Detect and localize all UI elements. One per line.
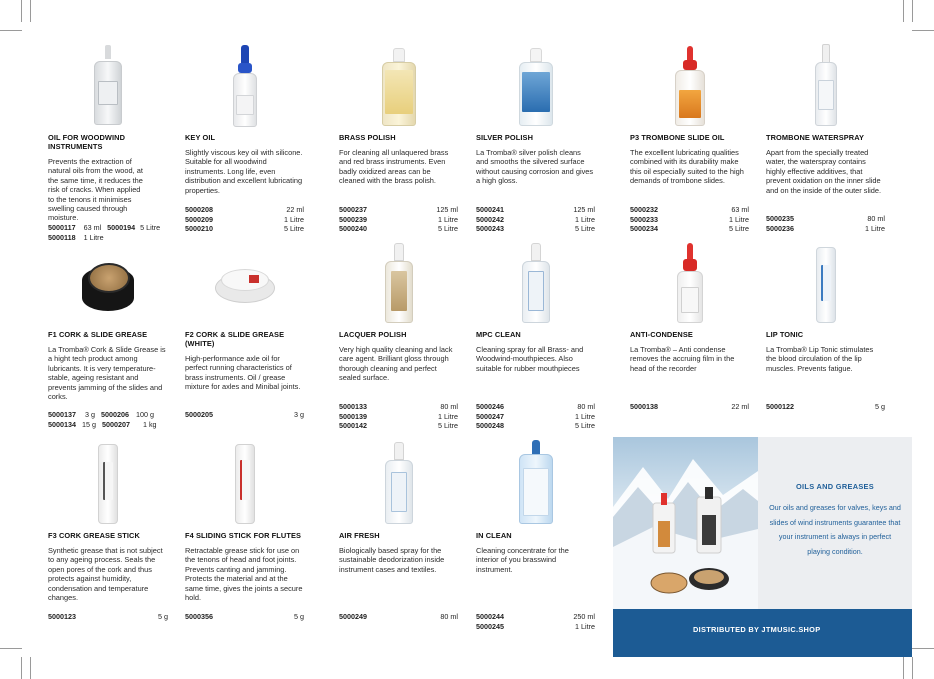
product-quantity: 5 g: [294, 612, 304, 621]
product-quantity: 22 ml: [731, 402, 749, 411]
product-quantity: 5 Litre: [438, 421, 458, 430]
product-description: Biologically based spray for the sustainable deodorization inside instrument cases and textiles.: [339, 546, 445, 574]
product-quantity: 250 ml: [573, 612, 595, 621]
product-quantity: 5 Litre: [438, 224, 458, 233]
product-f3-cork-grease-stick: [48, 398, 168, 638]
promo-text-panel: [758, 437, 912, 609]
product-name: BRASS POLISH: [339, 133, 396, 142]
cork-grease-stick-image: [96, 442, 120, 524]
product-name: MPC CLEAN: [476, 330, 521, 339]
product-name: ANTI-CONDENSE: [630, 330, 693, 339]
product-code: 5000239: [339, 214, 367, 224]
woodwind-oil-bottle-image: [88, 45, 128, 125]
product-description: Cleaning spray for all Brass- and Woodwind-mouthpieces. Also suitable for rubber mouthpieces: [476, 345, 584, 373]
product-name: F1 CORK & SLIDE GREASE: [48, 330, 148, 339]
product-description: High-performance axle oil for perfect running characteristics of brass instruments. Oil / grease mixture for axles and Minibal joints.: [185, 354, 301, 392]
product-code: 5000235: [766, 214, 794, 223]
product-quantity: 5 Litre: [729, 224, 749, 233]
product-lip-tonic: [766, 197, 885, 437]
product-name: IN CLEAN: [476, 531, 512, 540]
crop-mark: [912, 30, 934, 31]
crop-mark: [912, 657, 913, 679]
cork-grease-tin-image: [78, 259, 138, 315]
product-code: 5000122: [766, 402, 794, 411]
product-code: 5000210: [185, 224, 213, 233]
product-code: 5000205: [185, 410, 213, 419]
product-code: 5000139: [339, 411, 367, 421]
product-quantity: 80 ml: [440, 402, 458, 411]
product-code: 5000247: [476, 411, 504, 421]
product-description: Retractable grease stick for use on the tenons of head and foot joints. Prevents canting and jamming. Protects the material and at the same time, gives the joints a secure hold.: [185, 546, 303, 603]
promo-footer: [613, 609, 912, 657]
product-code: 5000245: [476, 621, 504, 631]
product-code: 5000117: [48, 223, 76, 232]
product-quantity: 15 g: [81, 419, 96, 429]
product-name: AIR FRESH: [339, 531, 380, 540]
product-name: P3 TROMBONE SLIDE OIL: [630, 133, 725, 142]
product-description: La Tromba® Cork & Slide Grease is a hight tech product among lubricants. It is very temperature-stable, ageing resistant and prevents jamming of the slides and corks.: [48, 345, 166, 402]
product-codes: [476, 612, 595, 631]
product-code: 5000248: [476, 421, 504, 430]
product-quantity: 125 ml: [436, 205, 458, 214]
crop-mark: [912, 648, 934, 649]
product-description: The excellent lubricating qualities combined with its durability make this oil especially suited to the high demands of trombone slides.: [630, 148, 744, 186]
product-quantity: 1 Litre: [865, 223, 885, 233]
mountain-products-illustration: [613, 437, 758, 609]
promo-mountain-photo: [613, 437, 758, 609]
product-code: 5000206: [100, 410, 129, 419]
product-description: Apart from the specially treated water, the waterspray contains highly effective additives, that prevent oxidation on the inner slide and on the inside of the outer slide.: [766, 148, 882, 195]
product-code: 5000246: [476, 402, 504, 411]
product-quantity: 1 kg: [142, 419, 157, 429]
product-quantity: 22 ml: [286, 205, 304, 214]
product-description: Cleaning concentrate for the interior of you brasswind instrument.: [476, 546, 569, 574]
brass-polish-bottle-image: [379, 48, 419, 126]
product-name: F3 CORK GREASE STICK: [48, 531, 140, 540]
lip-tonic-stick-image: [814, 245, 838, 323]
product-quantity: 3 g: [294, 410, 304, 419]
product-quantity: 80 ml: [867, 214, 885, 223]
product-in-clean: [476, 398, 595, 638]
product-code: 5000134: [48, 419, 76, 429]
product-anti-condense: [630, 197, 749, 437]
sliding-stick-image: [233, 442, 257, 524]
product-quantity: 125 ml: [573, 205, 595, 214]
product-code: 5000137: [48, 410, 76, 419]
product-code: 5000242: [476, 214, 504, 224]
product-code: 5000142: [339, 421, 367, 430]
product-description: La Tromba® silver polish cleans and smooths the silvered surface without causing corrosion and gives a high gloss.: [476, 148, 594, 186]
product-name: OIL FOR WOODWIND INSTRUMENTS: [48, 133, 126, 151]
crop-mark: [30, 657, 31, 679]
crop-mark: [21, 0, 22, 22]
product-quantity: 5 Litre: [575, 421, 595, 430]
crop-mark: [30, 0, 31, 22]
product-description: La Tromba® Lip Tonic stimulates the blood circulation of the lip muscles. Prevents fatigue.: [766, 345, 874, 373]
promo-panel: [613, 437, 912, 657]
product-code: 5000233: [630, 214, 658, 224]
silver-polish-bottle-image: [516, 48, 556, 126]
product-quantity: 5 Litre: [284, 224, 304, 233]
product-code: 5000194: [107, 223, 136, 232]
product-code: 5000237: [339, 205, 367, 214]
crop-mark: [912, 0, 913, 22]
product-air-fresh: [339, 398, 458, 638]
promo-title: OILS AND GREASES: [795, 482, 875, 491]
product-code: 5000209: [185, 214, 213, 224]
product-code: 5000208: [185, 205, 213, 214]
product-quantity: 63 ml: [83, 223, 102, 232]
product-code: 5000244: [476, 612, 504, 621]
in-clean-bottle-image: [516, 440, 556, 524]
air-fresh-spray-bottle-image: [381, 442, 417, 524]
product-name: KEY OIL: [185, 133, 216, 142]
crop-mark: [903, 657, 904, 679]
product-quantity: 1 Litre: [575, 214, 595, 224]
product-f4-sliding-stick: [185, 398, 304, 638]
key-oil-bottle-image: [230, 45, 260, 127]
product-name: SILVER POLISH: [476, 133, 534, 142]
product-codes: [766, 402, 885, 412]
product-description: For cleaning all unlaquered brass and red brass instruments. Even badly oxidized areas can be cleaned with the brass polish.: [339, 148, 449, 186]
slide-oil-bottle-image: [672, 46, 708, 126]
anti-condense-bottle-image: [674, 243, 706, 323]
product-description: Very high quality cleaning and lack care agent. Brilliant gloss through thorough cleaning and perfect sealed surface.: [339, 345, 453, 383]
product-code: 5000207: [101, 419, 130, 429]
waterspray-bottle-image: [811, 44, 841, 126]
product-description: Prevents the extraction of natural oils from the wood, at the same time, it reduces the risk of cracks. When applied to the tenons it minimises swelling caused through moisture.: [48, 157, 143, 223]
product-quantity: 100 g: [135, 410, 154, 419]
product-codes: [339, 612, 458, 622]
product-code: 5000236: [766, 223, 794, 233]
product-quantity: 1 Litre: [729, 214, 749, 224]
product-description: La Tromba® – Anti condense removes the accruing film in the head of the recorder: [630, 345, 735, 373]
product-name: LIP TONIC: [766, 330, 804, 339]
product-description: Synthetic grease that is not subject to any ageing process. Seals the open pores of the cork and thus protects against humidity, condensation and temperature changes.: [48, 546, 163, 603]
product-codes: [48, 612, 168, 622]
product-name: F4 SLIDING STICK FOR FLUTES: [185, 531, 302, 540]
product-quantity: 5 g: [875, 402, 885, 411]
product-quantity: 1 Litre: [284, 214, 304, 224]
product-code: 5000118: [48, 232, 76, 242]
product-code: 5000133: [339, 402, 367, 411]
product-quantity: 80 ml: [440, 612, 458, 621]
product-quantity: 5 Litre: [140, 223, 161, 232]
product-code: 5000138: [630, 402, 658, 411]
product-name: F2 CORK & SLIDE GREASE (WHITE): [185, 330, 285, 348]
product-quantity: 5 g: [158, 612, 168, 621]
product-codes: [185, 612, 304, 622]
product-code: 5000241: [476, 205, 504, 214]
product-quantity: 63 ml: [731, 205, 749, 214]
product-quantity: 3 g: [84, 410, 95, 419]
product-quantity: 1 Litre: [575, 621, 595, 631]
product-code: 5000243: [476, 224, 504, 233]
product-quantity: 1 Litre: [83, 232, 104, 242]
product-quantity: 5 Litre: [575, 224, 595, 233]
product-code: 5000234: [630, 224, 658, 233]
crop-mark: [0, 648, 22, 649]
mpc-clean-spray-bottle-image: [518, 243, 554, 323]
product-code: 5000249: [339, 612, 367, 621]
product-codes: [630, 402, 749, 412]
product-code: 5000240: [339, 224, 367, 233]
distributor-label: DISTRIBUTED BY JTMUSIC.SHOP: [693, 625, 821, 634]
product-quantity: 1 Litre: [438, 411, 458, 421]
crop-mark: [0, 30, 22, 31]
product-name: LACQUER POLISH: [339, 330, 407, 339]
product-quantity: 1 Litre: [438, 214, 458, 224]
product-code: 5000123: [48, 612, 76, 621]
crop-mark: [21, 657, 22, 679]
product-quantity: 1 Litre: [575, 411, 595, 421]
promo-body: Our oils and greases for valves, keys and slides of wind instruments guarantee that your instrument is always in perfect playing condition.: [769, 503, 901, 556]
crop-mark: [903, 0, 904, 22]
product-code: 5000356: [185, 612, 213, 621]
product-code: 5000232: [630, 205, 658, 214]
lacquer-spray-bottle-image: [381, 243, 417, 323]
product-name: TROMBONE WATERSPRAY: [766, 133, 864, 142]
product-quantity: 80 ml: [577, 402, 595, 411]
white-grease-tin-image: [213, 267, 277, 307]
product-description: Slightly viscous key oil with silicone. Suitable for all woodwind instruments. Long life, even distribution and excellent lubricating properties.: [185, 148, 303, 195]
